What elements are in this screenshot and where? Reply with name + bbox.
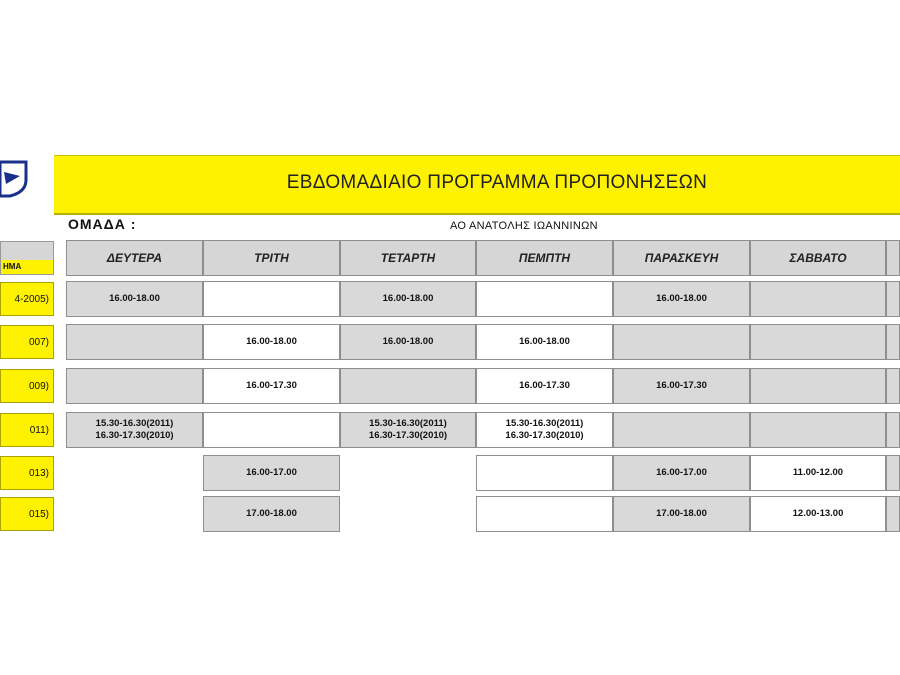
schedule-cell: 16.00-18.00 bbox=[613, 281, 750, 317]
day-header: ΠΑΡΑΣΚΕΥΗ bbox=[613, 240, 750, 276]
schedule-cell bbox=[750, 324, 886, 360]
schedule-cell: 15.30-16.30(2011) 16.30-17.30(2010) bbox=[476, 412, 613, 448]
schedule-cell: 16.00-17.30 bbox=[203, 368, 340, 404]
age-group-cell bbox=[0, 282, 54, 316]
team-name: ΑΟ ΑΝΑΤΟΛΗΣ ΙΩΑΝΝΙΝΩΝ bbox=[450, 220, 598, 232]
age-group-label: 013) bbox=[28, 468, 49, 479]
age-group-cell bbox=[0, 369, 54, 403]
schedule-cell: 15.30-16.30(2011) 16.30-17.30(2010) bbox=[66, 412, 203, 448]
age-group-label: 011) bbox=[29, 425, 49, 436]
schedule-cell bbox=[750, 412, 886, 448]
schedule-cell bbox=[886, 496, 900, 532]
age-group-label: 009) bbox=[28, 381, 49, 392]
schedule-cell bbox=[750, 368, 886, 404]
schedule-cell bbox=[203, 412, 340, 448]
schedule-cell: 16.00-18.00 bbox=[340, 324, 476, 360]
day-header: ΤΡΙΤΗ bbox=[203, 240, 340, 276]
schedule-cell: 16.00-18.00 bbox=[66, 281, 203, 317]
schedule-cell bbox=[66, 324, 203, 360]
page-title: ΕΒΔΟΜΑΔΙΑΙΟ ΠΡΟΓΡΑΜΜΑ ΠΡΟΠΟΝΗΣΕΩΝ bbox=[286, 172, 708, 193]
schedule-cell bbox=[886, 324, 900, 360]
schedule-cell: 17.00-18.00 bbox=[203, 496, 340, 532]
schedule-cell bbox=[476, 281, 613, 317]
day-header: ΤΕΤΑΡΤΗ bbox=[340, 240, 476, 276]
day-header: ΔΕΥΤΕΡΑ bbox=[66, 240, 203, 276]
schedule-cell bbox=[476, 455, 613, 491]
title-banner bbox=[54, 155, 900, 215]
schedule-cell: 15.30-16.30(2011) 16.30-17.30(2010) bbox=[340, 412, 476, 448]
age-group-cell bbox=[0, 325, 54, 359]
schedule-cell: 16.00-18.00 bbox=[476, 324, 613, 360]
schedule-cell: 16.00-18.00 bbox=[340, 281, 476, 317]
schedule-cell: 16.00-17.00 bbox=[613, 455, 750, 491]
age-group-cell bbox=[0, 413, 54, 447]
schedule-cell bbox=[476, 496, 613, 532]
age-group-label: 007) bbox=[28, 337, 49, 348]
age-group-label: 4-2005) bbox=[14, 294, 49, 305]
schedule-cell: 16.00-18.00 bbox=[203, 324, 340, 360]
age-group-header bbox=[0, 241, 54, 275]
age-group-cell bbox=[0, 497, 54, 531]
day-header bbox=[886, 240, 900, 276]
day-header: ΣΑΒΒΑΤΟ bbox=[750, 240, 886, 276]
schedule-cell: 17.00-18.00 bbox=[613, 496, 750, 532]
schedule-cell bbox=[203, 281, 340, 317]
schedule-cell bbox=[750, 281, 886, 317]
schedule-cell bbox=[613, 324, 750, 360]
schedule-cell bbox=[613, 412, 750, 448]
schedule-cell: 11.00-12.00 bbox=[750, 455, 886, 491]
age-group-cell bbox=[0, 456, 54, 490]
schedule-cell: 16.00-17.30 bbox=[613, 368, 750, 404]
schedule-cell bbox=[886, 455, 900, 491]
schedule-cell: 12.00-13.00 bbox=[750, 496, 886, 532]
schedule-cell bbox=[340, 368, 476, 404]
schedule-cell bbox=[66, 368, 203, 404]
schedule-cell: 16.00-17.30 bbox=[476, 368, 613, 404]
club-logo-icon bbox=[0, 158, 30, 198]
age-group-header-label: ΗΜΑ bbox=[3, 262, 22, 271]
schedule-cell bbox=[886, 412, 900, 448]
schedule-cell bbox=[886, 281, 900, 317]
age-group-label: 015) bbox=[28, 509, 49, 520]
day-header: ΠΕΜΠΤΗ bbox=[476, 240, 613, 276]
schedule-cell bbox=[886, 368, 900, 404]
schedule-cell: 16.00-17.00 bbox=[203, 455, 340, 491]
team-label: ΟΜΑΔΑ : bbox=[68, 216, 137, 232]
